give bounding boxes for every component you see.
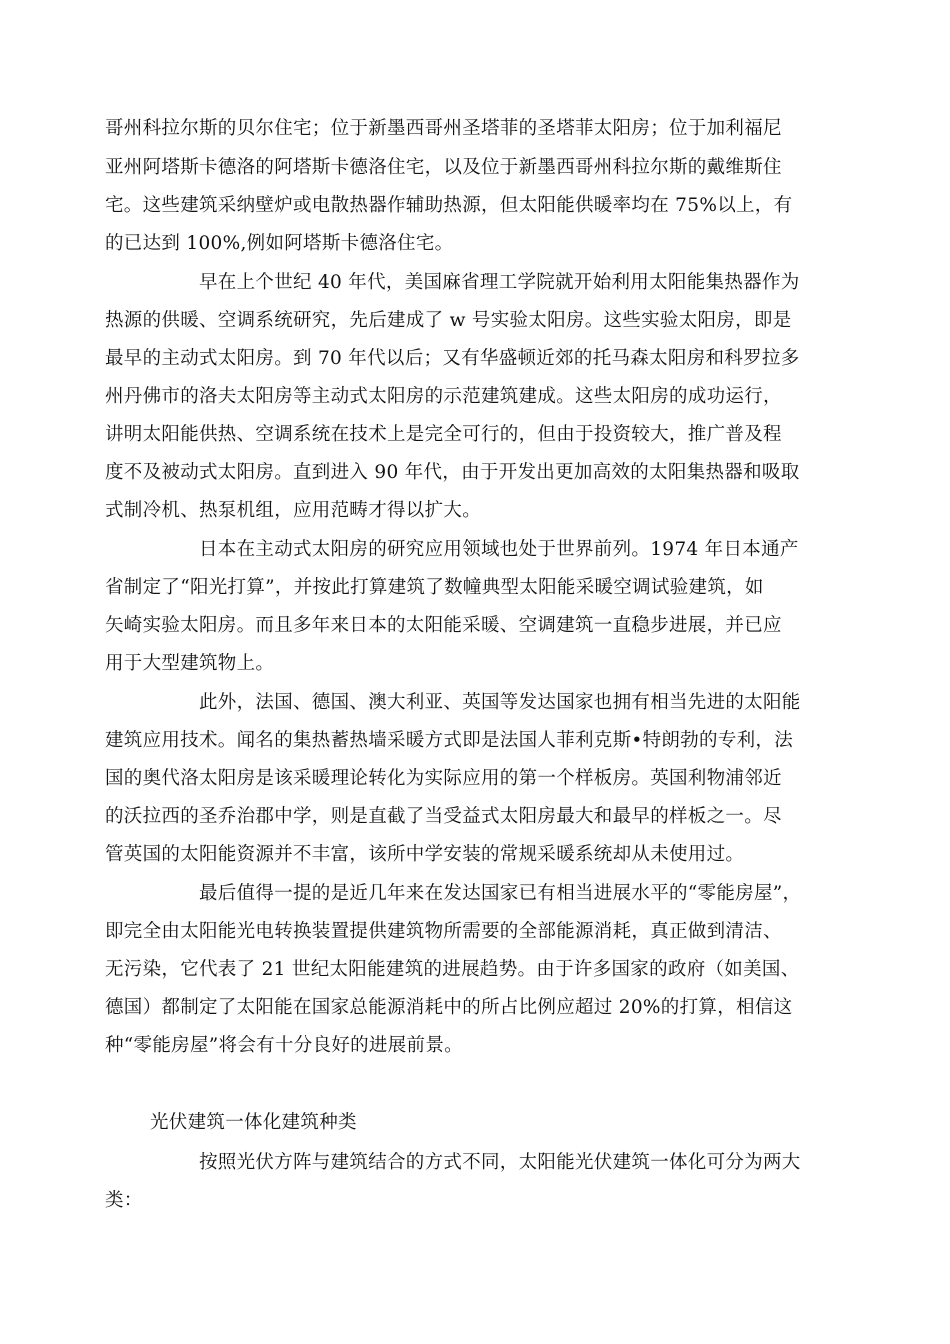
text-line: 早在上个世纪 40 年代，美国麻省理工学院就开始利用太阳能集热器作为	[199, 272, 800, 293]
text-line: 用于大型建筑物上。	[105, 653, 275, 674]
text-line: 讲明太阳能供热、空调系统在技术上是完全可行的，但由于投资较大，推广普及程	[105, 424, 782, 445]
text-line: 管英国的太阳能资源并不丰富，该所中学安装的常规采暖系统却从未使用过。	[105, 844, 745, 865]
text-line: 国的奥代洛太阳房是该采暖理论转化为实际应用的第一个样板房。英国利物浦邻近	[105, 768, 782, 789]
text-line: 的已达到 100%,例如阿塔斯卡德洛住宅。	[105, 233, 454, 254]
text-line: 的沃拉西的圣乔治郡中学，则是直截了当受益式太阳房最大和最早的样板之一。尽	[105, 806, 782, 827]
section-heading: 光伏建筑一体化建筑种类	[150, 1112, 357, 1133]
text-line: 最早的主动式太阳房。到 70 年代以后；又有华盛顿近郊的托马森太阳房和科罗拉多	[105, 348, 800, 369]
text-line: 无污染，它代表了 21 世纪太阳能建筑的进展趋势。由于许多国家的政府（如美国、	[105, 959, 800, 980]
text-line: 宅。这些建筑采纳壁炉或电散热器作辅助热源，但太阳能供暖率均在 75%以上，有	[105, 195, 793, 216]
text-line: 日本在主动式太阳房的研究应用领域也处于世界前列。1974 年日本通产	[199, 539, 799, 560]
text-line: 德国）都制定了太阳能在国家总能源消耗中的所占比例应超过 20%的打算，相信这	[105, 997, 793, 1018]
text-line: 按照光伏方阵与建筑结合的方式不同，太阳能光伏建筑一体化可分为两大	[199, 1152, 801, 1173]
text-line: 哥州科拉尔斯的贝尔住宅；位于新墨西哥州圣塔菲的圣塔菲太阳房；位于加利福尼	[105, 118, 782, 139]
text-line: 此外，法国、德国、澳大利亚、英国等发达国家也拥有相当先进的太阳能	[199, 692, 801, 713]
text-line: 热源的供暖、空调系统研究，先后建成了 w 号实验太阳房。这些实验太阳房，即是	[105, 310, 792, 331]
text-line: 省制定了“阳光打算”，并按此打算建筑了数幢典型太阳能采暖空调试验建筑，如	[105, 577, 764, 598]
text-line: 度不及被动式太阳房。直到进入 90 年代，由于开发出更加高效的太阳集热器和吸取	[105, 462, 800, 483]
text-line: 类：	[105, 1190, 143, 1211]
text-line: 建筑应用技术。闻名的集热蓄热墙采暖方式即是法国人菲利克斯•特朗勃的专利，法	[105, 730, 794, 751]
text-line: 矢崎实验太阳房。而且多年来日本的太阳能采暖、空调建筑一直稳步进展，并已应	[105, 615, 782, 636]
text-line: 式制冷机、热泵机组，应用范畴才得以扩大。	[105, 500, 482, 521]
text-line: 亚州阿塔斯卡德洛的阿塔斯卡德洛住宅，以及位于新墨西哥州科拉尔斯的戴维斯住	[105, 157, 782, 178]
text-line: 种“零能房屋”将会有十分良好的进展前景。	[105, 1035, 463, 1056]
text-line: 即完全由太阳能光电转换装置提供建筑物所需要的全部能源消耗，真正做到清洁、	[105, 921, 782, 942]
text-line: 州丹佛市的洛夫太阳房等主动式太阳房的示范建筑建成。这些太阳房的成功运行，	[105, 386, 782, 407]
text-line: 最后值得一提的是近几年来在发达国家已有相当进展水平的“零能房屋”，	[199, 883, 802, 904]
